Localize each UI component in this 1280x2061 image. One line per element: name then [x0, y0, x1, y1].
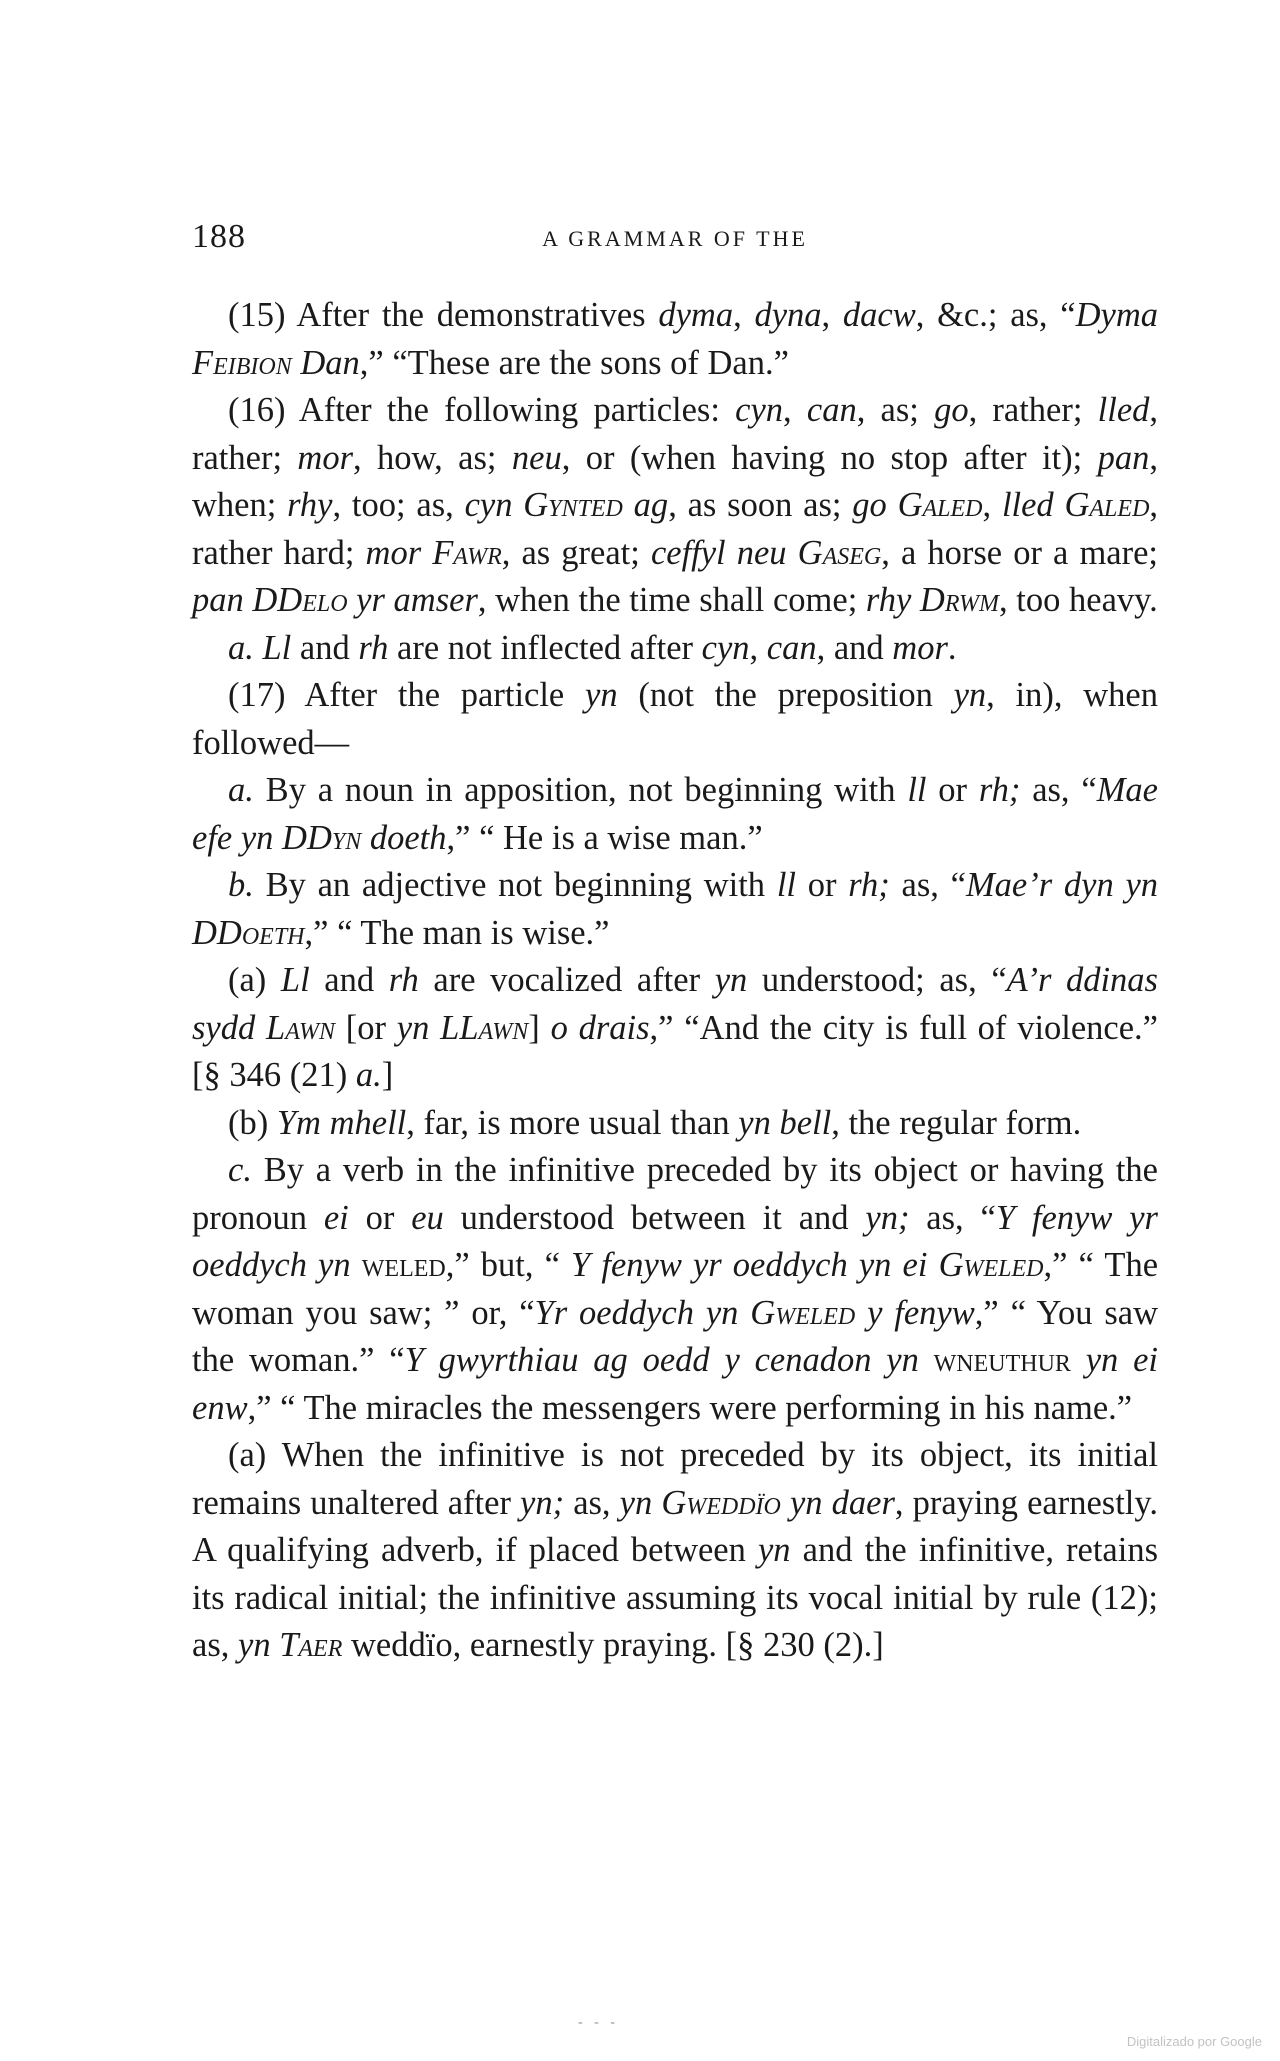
page-header	[192, 218, 1158, 258]
note-label: (a)	[228, 1436, 267, 1474]
rule-17-a: a. By a noun in apposition, not beginning with ll or rh; as, “Mae efe yn DDyn doeth,” “ He is a wise man.”	[192, 771, 1158, 857]
rule-17-c-sub-a: (a) When the infinitive is not preceded by its object, its initial remains unaltered after yn; as, yn Gweddïo yn daer, praying earnestly. A qualifying adverb, if placed between yn and the infinitive, retains its radical initial; the infinitive assuming its vocal initial by rule (12); as, yn Taer weddïo, earnestly praying. [§ 230 (2).]	[192, 1436, 1159, 1664]
rule-number: (16)	[228, 391, 286, 429]
rule-17-b-sub-a: (a) Ll and rh are vocalized after yn understood; as, “A’r ddinas sydd Lawn [or yn LLawn] o drais,” “And the city is full of violence.” [§ 346 (21) a.]	[192, 961, 1158, 1094]
note-label: a.	[228, 771, 254, 809]
footer-mark: - - -	[578, 2015, 619, 2030]
page-body	[192, 292, 1158, 1670]
rule-number: (15)	[228, 296, 286, 334]
note-label: a.	[228, 628, 254, 667]
rule-16-note-a: a. Ll and rh are not inflected after cyn, can, and mor.	[228, 628, 957, 667]
rule-number: (17)	[228, 676, 286, 714]
running-title: A GRAMMAR OF THE	[542, 226, 808, 251]
digitization-watermark: Digitalizado por Google	[1126, 2034, 1262, 2049]
rule-17-c: c. By a verb in the infinitive preceded by its object or having the pronoun ei or eu understood between it and yn; as, “Y fenyw yr oeddych yn weled,” but, “ Y fenyw yr oeddych yn ei Gweled,” “ The woman you saw; ” or, “Yr oeddych yn Gweled y fenyw,” “ You saw the woman.” “Y gwyrthiau ag oedd y cenadon yn wneuthur yn ei enw,” “ The miracles the messengers were performing in his name.”	[192, 1151, 1159, 1427]
rule-15: (15) After the demonstratives dyma, dyna, dacw, &c.; as, “Dyma Feibion Dan,” “These are the sons of Dan.”	[192, 296, 1159, 382]
page-number: 188	[192, 218, 246, 255]
rule-16: (16) After the following particles: cyn, can, as; go, rather; lled, rather; mor, how, as; neu, or (when having no stop after it); pan, when; rhy, too; as, cyn Gynted ag, as soon as; go Galed, lled Galed, rather hard; mor Fawr, as great; ceffyl neu Gaseg, a horse or a mare; pan DDelo yr amser, when the time shall come; rhy Drwm, too heavy.	[192, 391, 1159, 619]
rule-17: (17) After the particle yn (not the preposition yn, in), when followed—	[192, 676, 1158, 762]
note-label: b.	[228, 866, 254, 904]
note-label: (a)	[228, 961, 267, 999]
rule-17-b: b. By an adjective not beginning with ll or rh; as, “Mae’r dyn yn DDoeth,” “ The man is wise.”	[192, 866, 1159, 952]
note-label: (b)	[228, 1103, 269, 1142]
rule-17-b-sub-b: (b) Ym mhell, far, is more usual than yn bell, the regular form.	[228, 1103, 1082, 1142]
note-label: c.	[228, 1151, 252, 1189]
